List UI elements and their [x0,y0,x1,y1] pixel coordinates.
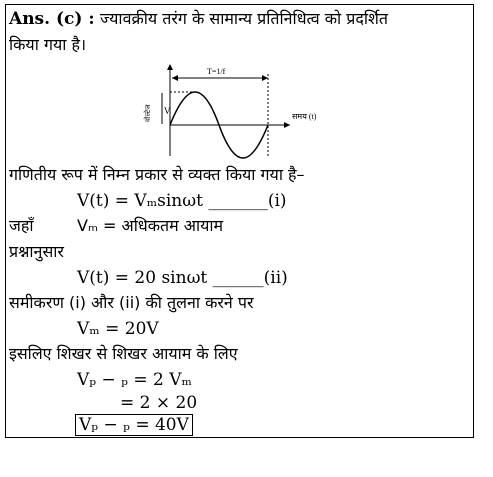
per-question: प्रश्नानुसार [9,242,64,261]
comparison-text: समीकरण (i) और (ii) की तुलना करने पर [9,293,254,312]
period-arrow-left [172,75,178,81]
answer-label: Ans. (c) : [9,9,95,29]
amplitude-axis-label: वोल्टेज [144,104,152,122]
where-definition-text: Vₘ = अधिकतम आयाम [77,216,224,235]
period-arrow-right [262,75,268,81]
time-axis-arrow [284,122,290,128]
sine-wave-figure [140,62,350,162]
vpp-final-box: Vₚ − ₚ = 40V [75,414,193,436]
equation-1: V(t) = Vₘsinωt _______(i) [77,191,287,211]
vpp-equation-2: = 2 × 20 [120,393,198,413]
vm-label: V [164,106,171,116]
intro-text-2: किया गया है। [9,35,87,54]
where-label: जहाँ [9,216,34,235]
period-label: T=1/f [207,67,226,76]
amplitude-axis-arrow [167,64,173,70]
math-intro: गणितीय रूप में निम्न प्रकार से व्यक्त किया गया है– [9,165,305,184]
vpp-final [75,414,193,436]
where-definition [77,215,223,237]
vm-result: Vₘ = 20V [77,319,159,339]
equation-2: V(t) = 20 sinωt ______(ii) [77,268,288,288]
time-axis-label: समय (t) [292,112,317,121]
intro-text-1: ज्यावक्रीय तरंग के सामान्य प्रतिनिधित्व को प्रदर्शित [100,9,389,28]
answer-line-1 [9,8,388,30]
vpp-equation-1: Vₚ − ₚ = 2 Vₘ [77,370,192,390]
therefore-text: इसलिए शिखर से शिखर आयाम के लिए [9,344,238,363]
